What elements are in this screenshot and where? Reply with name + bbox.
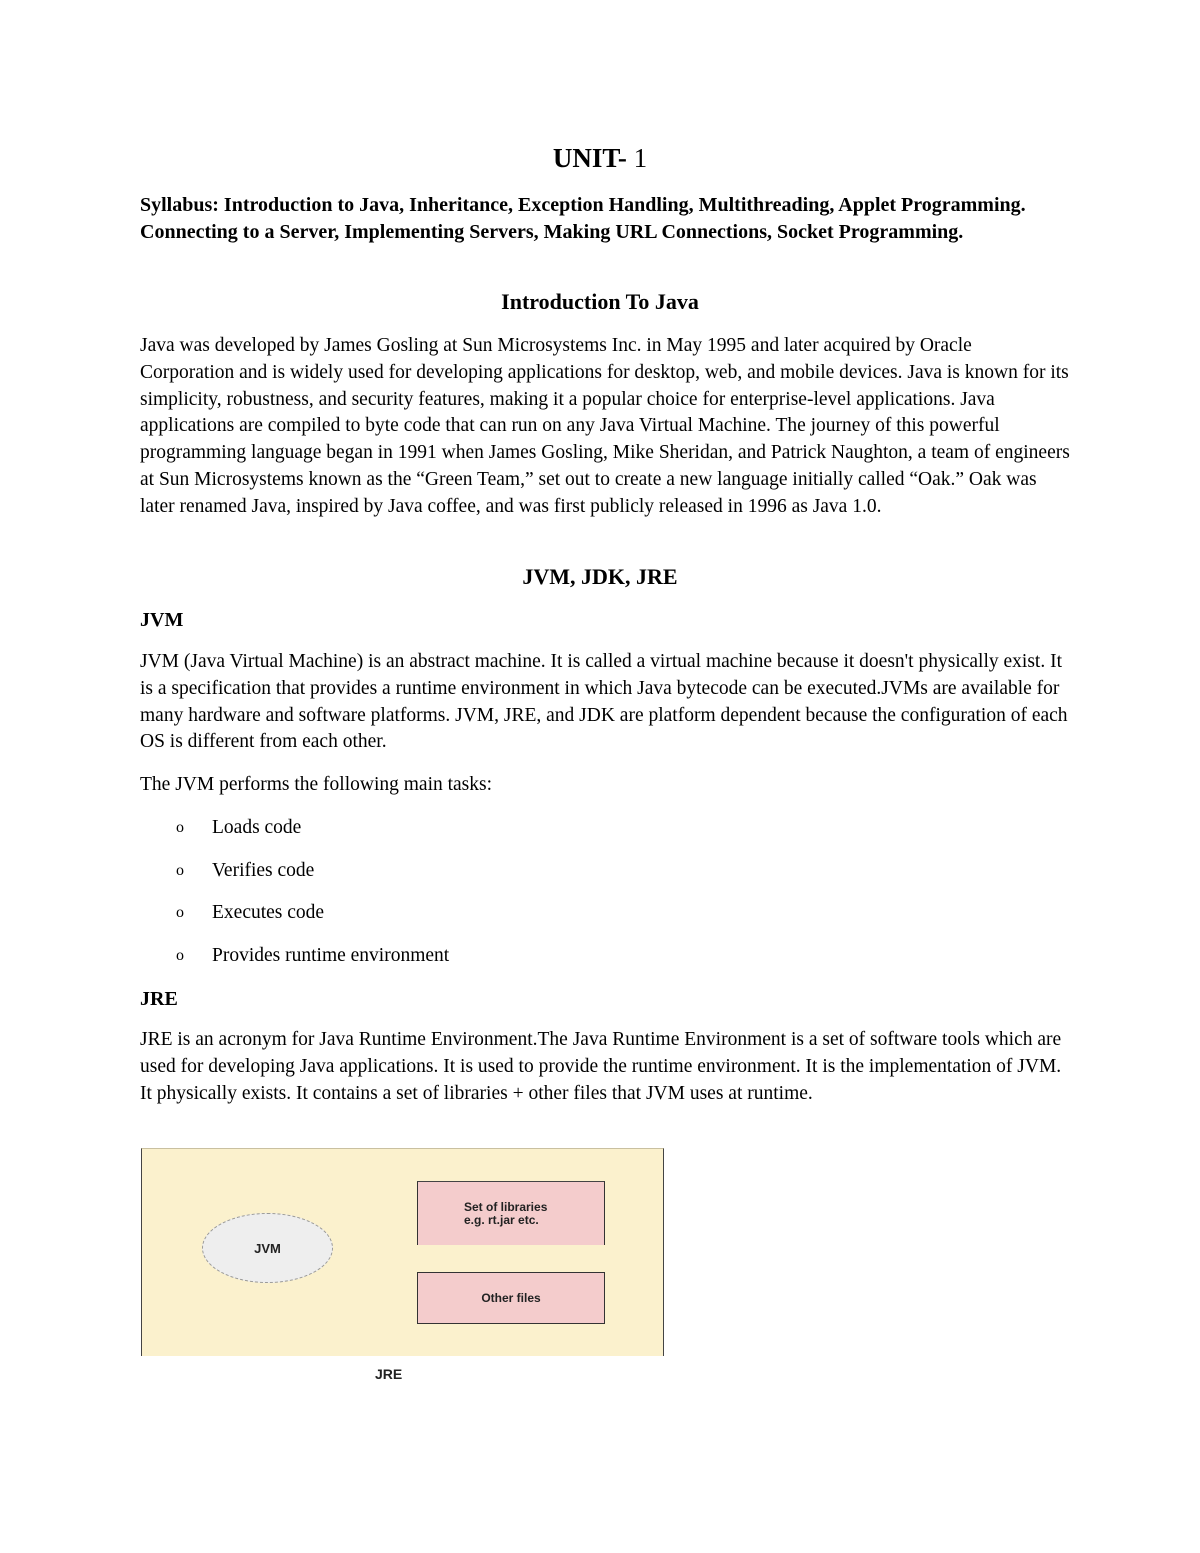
libraries-box	[417, 1181, 605, 1245]
list-item	[140, 857, 940, 900]
unit-title-prefix: UNIT-	[552, 143, 627, 173]
other-files-label: Other files	[481, 1291, 541, 1305]
jvm-tasks-intro: The JVM performs the following main tasks:	[140, 774, 493, 795]
unit-title	[0, 142, 1200, 174]
section-heading-jvm-jdk-jre: JVM, JDK, JRE	[522, 564, 678, 589]
jvm-task-list	[140, 814, 940, 984]
jvm-paragraph: JVM (Java Virtual Machine) is an abstract machine. It is called a virtual machine because it doesn't physically exist. It is a specification that provides a runtime environment in which Java bytecode can be executed.JVMs are available for many hardware and software platforms. JVM, JRE, and JDK are platform dependent because the configuration of each OS is different from each other.	[140, 651, 1068, 753]
bullet-marker: o	[176, 861, 184, 879]
jvm-ellipse	[202, 1213, 333, 1283]
jvm-heading: JVM	[140, 609, 184, 631]
intro-paragraph: Java was developed by James Gosling at Sun Microsystems Inc. in May 1995 and later acquired by Oracle Corporation and is widely used for developing applications for desktop, web, and mobile devices. Java is known for its simplicity, robustness, and security features, making it a popular choice for enterprise-level applications. Java applications are compiled to byte code that can run on any Java Virtual Machine. The journey of this powerful programming language began in 1991 when James Gosling, Mike Sheridan, and Patrick Naughton, a team of engineers at Sun Microsystems known as the “Green Team,” set out to create a new language initially called “Oak.” Oak was later renamed Java, inspired by Java coffee, and was first publicly released in 1996 as Java 1.0.	[140, 335, 1070, 517]
list-item-text: Executes code	[212, 902, 325, 923]
other-files-box	[417, 1272, 605, 1324]
syllabus-text: Syllabus: Introduction to Java, Inheritance, Exception Handling, Multithreading, Applet Programming. Connecting to a Server, Implementing Servers, Making URL Connections, Socket Programming.	[140, 194, 1026, 243]
jre-paragraph: JRE is an acronym for Java Runtime Environment.The Java Runtime Environment is a set of software tools which are used for developing Java applications. It is used to provide the runtime environment. It is the implementation of JVM. It physically exists. It contains a set of libraries + other files that JVM uses at runtime.	[140, 1029, 1062, 1104]
bullet-marker: o	[176, 904, 184, 921]
unit-number: 1	[633, 143, 648, 173]
list-item	[140, 942, 940, 985]
list-item-text: Verifies code	[212, 859, 315, 881]
list-item-text: Loads code	[212, 817, 302, 838]
list-item	[140, 814, 940, 857]
jre-diagram-caption: JRE	[375, 1366, 403, 1382]
bullet-marker: o	[176, 946, 184, 964]
libraries-box-line2: e.g. rt.jar etc.	[464, 1213, 539, 1227]
intro-heading: Introduction To Java	[501, 289, 699, 314]
list-item	[140, 899, 940, 942]
jre-diagram	[141, 1148, 664, 1356]
jre-heading: JRE	[140, 988, 178, 1010]
libraries-box-line1: Set of libraries	[464, 1200, 548, 1214]
bullet-marker: o	[176, 819, 184, 836]
list-item-text: Provides runtime environment	[212, 944, 450, 966]
jvm-ellipse-label: JVM	[254, 1240, 281, 1256]
